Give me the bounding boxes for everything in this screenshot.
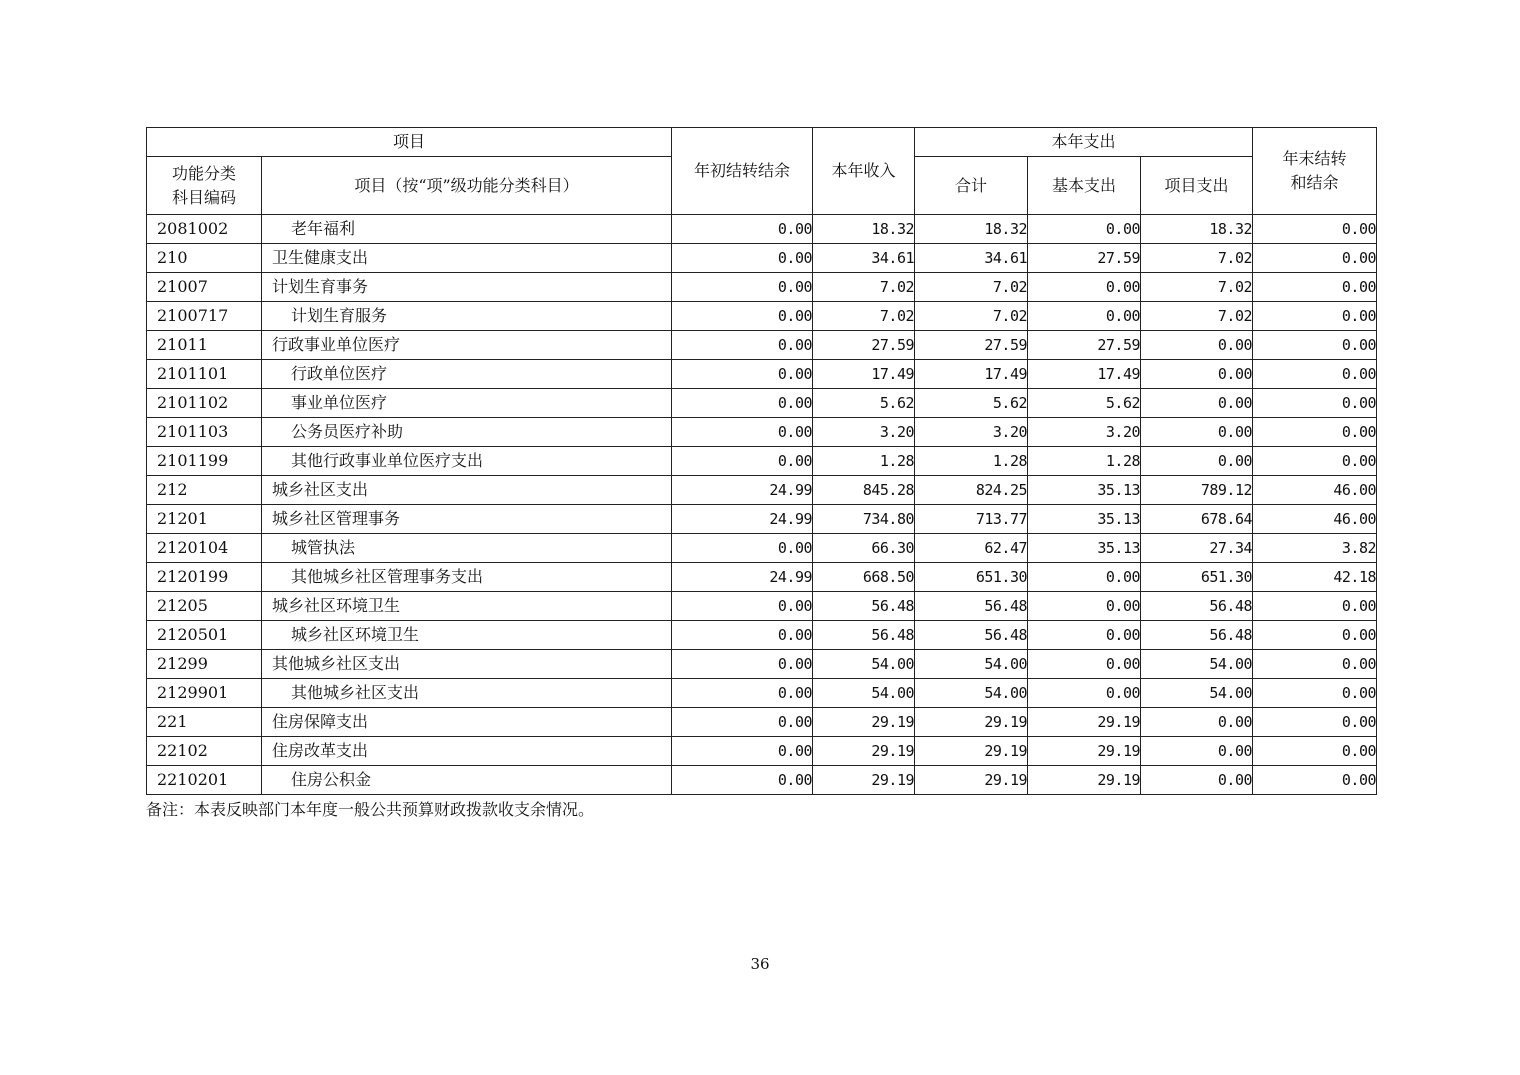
- cell-end-balance: 0.00: [1253, 360, 1377, 389]
- cell-total: 29.19: [915, 708, 1028, 737]
- cell-basic: 3.20: [1028, 418, 1141, 447]
- cell-code: 212: [147, 476, 262, 505]
- cell-code: 2120501: [147, 621, 262, 650]
- cell-project-exp: 0.00: [1141, 331, 1253, 360]
- header-income: 本年收入: [813, 128, 915, 215]
- cell-begin-balance: 0.00: [672, 273, 813, 302]
- cell-project-exp: 7.02: [1141, 244, 1253, 273]
- cell-total: 62.47: [915, 534, 1028, 563]
- cell-basic: 0.00: [1028, 215, 1141, 244]
- cell-end-balance: 0.00: [1253, 273, 1377, 302]
- cell-end-balance: 0.00: [1253, 650, 1377, 679]
- cell-project-exp: 56.48: [1141, 592, 1253, 621]
- cell-project-exp: 678.64: [1141, 505, 1253, 534]
- cell-code: 21011: [147, 331, 262, 360]
- cell-total: 824.25: [915, 476, 1028, 505]
- cell-project-exp: 789.12: [1141, 476, 1253, 505]
- cell-end-balance: 46.00: [1253, 505, 1377, 534]
- table-row: [147, 389, 1377, 418]
- header-code-line1: 功能分类: [171, 163, 236, 183]
- table-row: [147, 708, 1377, 737]
- table-row: [147, 447, 1377, 476]
- cell-end-balance: 0.00: [1253, 331, 1377, 360]
- cell-total: 27.59: [915, 331, 1028, 360]
- cell-begin-balance: 0.00: [672, 331, 813, 360]
- cell-basic: 5.62: [1028, 389, 1141, 418]
- cell-project-exp: 0.00: [1141, 708, 1253, 737]
- cell-end-balance: 0.00: [1253, 418, 1377, 447]
- cell-income: 7.02: [813, 302, 915, 331]
- cell-total: 17.49: [915, 360, 1028, 389]
- table-row: [147, 766, 1377, 795]
- header-end-balance-line2: 和结余: [1290, 173, 1339, 192]
- cell-income: 34.61: [813, 244, 915, 273]
- cell-income: 7.02: [813, 273, 915, 302]
- cell-total: 29.19: [915, 766, 1028, 795]
- cell-name: 其他城乡社区管理事务支出: [262, 563, 672, 592]
- cell-code: 2100717: [147, 302, 262, 331]
- cell-project-exp: 0.00: [1141, 389, 1253, 418]
- cell-end-balance: 0.00: [1253, 708, 1377, 737]
- cell-total: 651.30: [915, 563, 1028, 592]
- cell-basic: 0.00: [1028, 650, 1141, 679]
- table-row: [147, 505, 1377, 534]
- cell-basic: 0.00: [1028, 563, 1141, 592]
- cell-project-exp: 54.00: [1141, 650, 1253, 679]
- table-row: [147, 592, 1377, 621]
- cell-begin-balance: 24.99: [672, 563, 813, 592]
- cell-name: 事业单位医疗: [262, 389, 672, 418]
- cell-total: 54.00: [915, 650, 1028, 679]
- cell-begin-balance: 0.00: [672, 737, 813, 766]
- cell-end-balance: 0.00: [1253, 679, 1377, 708]
- cell-code: 2129901: [147, 679, 262, 708]
- table-row: [147, 360, 1377, 389]
- cell-code: 21205: [147, 592, 262, 621]
- cell-end-balance: 3.82: [1253, 534, 1377, 563]
- header-project-exp: 项目支出: [1141, 157, 1253, 215]
- cell-project-exp: 0.00: [1141, 447, 1253, 476]
- header-project: 项目: [147, 128, 672, 157]
- cell-name: 计划生育服务: [262, 302, 672, 331]
- cell-begin-balance: 0.00: [672, 592, 813, 621]
- cell-code: 2120199: [147, 563, 262, 592]
- header-expenditure: 本年支出: [915, 128, 1253, 157]
- cell-total: 29.19: [915, 737, 1028, 766]
- table-row: [147, 215, 1377, 244]
- cell-income: 17.49: [813, 360, 915, 389]
- cell-income: 18.32: [813, 215, 915, 244]
- cell-project-exp: 651.30: [1141, 563, 1253, 592]
- cell-total: 7.02: [915, 302, 1028, 331]
- header-basic: 基本支出: [1028, 157, 1141, 215]
- cell-code: 2101101: [147, 360, 262, 389]
- cell-name: 公务员医疗补助: [262, 418, 672, 447]
- cell-project-exp: 0.00: [1141, 737, 1253, 766]
- cell-project-exp: 0.00: [1141, 766, 1253, 795]
- cell-code: 2101102: [147, 389, 262, 418]
- cell-code: 21299: [147, 650, 262, 679]
- cell-name: 城乡社区支出: [262, 476, 672, 505]
- cell-code: 2120104: [147, 534, 262, 563]
- cell-begin-balance: 0.00: [672, 650, 813, 679]
- cell-income: 1.28: [813, 447, 915, 476]
- table-row: [147, 244, 1377, 273]
- cell-end-balance: 0.00: [1253, 215, 1377, 244]
- cell-code: 2210201: [147, 766, 262, 795]
- table-row: [147, 418, 1377, 447]
- cell-name: 城乡社区管理事务: [262, 505, 672, 534]
- cell-income: 27.59: [813, 331, 915, 360]
- cell-total: 54.00: [915, 679, 1028, 708]
- cell-basic: 29.19: [1028, 708, 1141, 737]
- cell-income: 56.48: [813, 621, 915, 650]
- cell-code: 2101103: [147, 418, 262, 447]
- cell-project-exp: 54.00: [1141, 679, 1253, 708]
- cell-end-balance: 0.00: [1253, 592, 1377, 621]
- cell-end-balance: 0.00: [1253, 389, 1377, 418]
- cell-total: 56.48: [915, 621, 1028, 650]
- cell-total: 56.48: [915, 592, 1028, 621]
- cell-name: 住房公积金: [262, 766, 672, 795]
- cell-basic: 1.28: [1028, 447, 1141, 476]
- table-row: [147, 650, 1377, 679]
- cell-total: 1.28: [915, 447, 1028, 476]
- cell-name: 城乡社区环境卫生: [262, 592, 672, 621]
- cell-code: 21201: [147, 505, 262, 534]
- cell-income: 734.80: [813, 505, 915, 534]
- cell-begin-balance: 24.99: [672, 476, 813, 505]
- cell-name: 行政单位医疗: [262, 360, 672, 389]
- cell-total: 5.62: [915, 389, 1028, 418]
- table-row: [147, 273, 1377, 302]
- cell-basic: 27.59: [1028, 244, 1141, 273]
- cell-name: 城乡社区环境卫生: [262, 621, 672, 650]
- cell-basic: 0.00: [1028, 592, 1141, 621]
- table-row: [147, 534, 1377, 563]
- table-row: [147, 621, 1377, 650]
- cell-income: 29.19: [813, 708, 915, 737]
- cell-project-exp: 56.48: [1141, 621, 1253, 650]
- cell-income: 54.00: [813, 650, 915, 679]
- header-begin-balance: 年初结转结余: [672, 128, 813, 215]
- cell-name: 其他城乡社区支出: [262, 679, 672, 708]
- cell-basic: 27.59: [1028, 331, 1141, 360]
- cell-income: 29.19: [813, 766, 915, 795]
- cell-begin-balance: 0.00: [672, 418, 813, 447]
- cell-begin-balance: 0.00: [672, 708, 813, 737]
- header-code: [147, 157, 262, 215]
- cell-project-exp: 27.34: [1141, 534, 1253, 563]
- cell-begin-balance: 0.00: [672, 244, 813, 273]
- cell-project-exp: 18.32: [1141, 215, 1253, 244]
- table-body: [147, 215, 1377, 795]
- cell-begin-balance: 0.00: [672, 389, 813, 418]
- cell-code: 2081002: [147, 215, 262, 244]
- table-row: [147, 331, 1377, 360]
- cell-name: 老年福利: [262, 215, 672, 244]
- header-end-balance: [1253, 128, 1377, 215]
- cell-total: 3.20: [915, 418, 1028, 447]
- cell-name: 其他行政事业单位医疗支出: [262, 447, 672, 476]
- cell-begin-balance: 0.00: [672, 621, 813, 650]
- cell-income: 56.48: [813, 592, 915, 621]
- cell-basic: 35.13: [1028, 534, 1141, 563]
- cell-begin-balance: 0.00: [672, 215, 813, 244]
- cell-name: 住房保障支出: [262, 708, 672, 737]
- cell-basic: 0.00: [1028, 273, 1141, 302]
- cell-name: 计划生育事务: [262, 273, 672, 302]
- cell-total: 34.61: [915, 244, 1028, 273]
- cell-basic: 29.19: [1028, 737, 1141, 766]
- cell-end-balance: 0.00: [1253, 766, 1377, 795]
- cell-total: 18.32: [915, 215, 1028, 244]
- cell-code: 221: [147, 708, 262, 737]
- cell-total: 7.02: [915, 273, 1028, 302]
- cell-project-exp: 0.00: [1141, 360, 1253, 389]
- cell-code: 21007: [147, 273, 262, 302]
- cell-name: 住房改革支出: [262, 737, 672, 766]
- cell-end-balance: 42.18: [1253, 563, 1377, 592]
- cell-end-balance: 0.00: [1253, 244, 1377, 273]
- cell-basic: 0.00: [1028, 302, 1141, 331]
- header-code-line2: 科目编码: [171, 187, 236, 207]
- cell-income: 54.00: [813, 679, 915, 708]
- cell-project-exp: 0.00: [1141, 418, 1253, 447]
- table-row: [147, 476, 1377, 505]
- cell-name: 城管执法: [262, 534, 672, 563]
- cell-basic: 0.00: [1028, 621, 1141, 650]
- cell-name: 行政事业单位医疗: [262, 331, 672, 360]
- cell-income: 5.62: [813, 389, 915, 418]
- cell-income: 29.19: [813, 737, 915, 766]
- cell-income: 3.20: [813, 418, 915, 447]
- cell-code: 2101199: [147, 447, 262, 476]
- cell-income: 845.28: [813, 476, 915, 505]
- table-note: 备注：本表反映部门本年度一般公共预算财政拨款收支余情况。: [146, 800, 595, 819]
- cell-begin-balance: 0.00: [672, 679, 813, 708]
- cell-begin-balance: 0.00: [672, 534, 813, 563]
- table-row: [147, 679, 1377, 708]
- cell-code: 22102: [147, 737, 262, 766]
- cell-end-balance: 0.00: [1253, 621, 1377, 650]
- cell-end-balance: 46.00: [1253, 476, 1377, 505]
- cell-end-balance: 0.00: [1253, 447, 1377, 476]
- header-end-balance-line1: 年末结转: [1282, 149, 1347, 168]
- cell-name: 卫生健康支出: [262, 244, 672, 273]
- cell-end-balance: 0.00: [1253, 302, 1377, 331]
- cell-project-exp: 7.02: [1141, 273, 1253, 302]
- table-row: [147, 737, 1377, 766]
- cell-income: 66.30: [813, 534, 915, 563]
- cell-income: 668.50: [813, 563, 915, 592]
- cell-basic: 35.13: [1028, 505, 1141, 534]
- header-item-name: 项目（按“项”级功能分类科目）: [262, 157, 672, 215]
- cell-begin-balance: 0.00: [672, 360, 813, 389]
- cell-total: 713.77: [915, 505, 1028, 534]
- cell-end-balance: 0.00: [1253, 737, 1377, 766]
- cell-begin-balance: 0.00: [672, 302, 813, 331]
- cell-basic: 35.13: [1028, 476, 1141, 505]
- header-total: 合计: [915, 157, 1028, 215]
- cell-basic: 17.49: [1028, 360, 1141, 389]
- cell-code: 210: [147, 244, 262, 273]
- table-row: [147, 563, 1377, 592]
- page-number: 36: [750, 955, 770, 973]
- cell-basic: 29.19: [1028, 766, 1141, 795]
- cell-begin-balance: 0.00: [672, 447, 813, 476]
- cell-begin-balance: 0.00: [672, 766, 813, 795]
- budget-table: [146, 127, 1377, 795]
- table-row: [147, 302, 1377, 331]
- cell-project-exp: 7.02: [1141, 302, 1253, 331]
- cell-name: 其他城乡社区支出: [262, 650, 672, 679]
- cell-basic: 0.00: [1028, 679, 1141, 708]
- cell-begin-balance: 24.99: [672, 505, 813, 534]
